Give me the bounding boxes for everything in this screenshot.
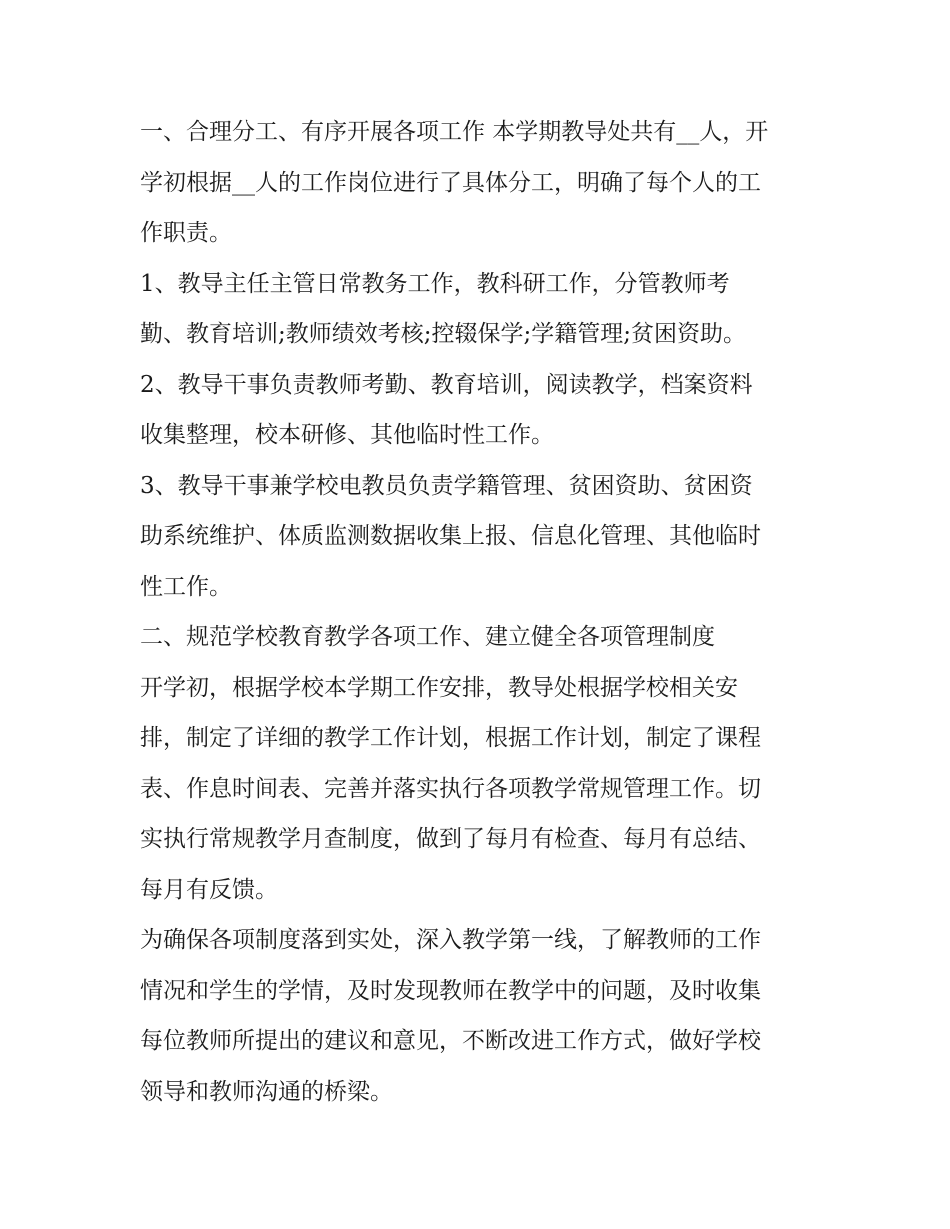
section-one-heading-paragraph: 一、合理分工、有序开展各项工作 本学期教导处共有__人，开 学初根据__人的工作岗位进行了具体分工，明确了每个人的工 作职责。: [140, 119, 769, 246]
item-3-paragraph: 3、教导干事兼学校电教员负责学籍管理、贫困资助、贫困资 助系统维护、体质监测数据收集上报、信息化管理、其他临时 性工作。: [140, 472, 761, 600]
item-1-paragraph: 1、教导主任主管日常教务工作，教科研工作，分管教师考 勤、教育培训;教师绩效考核;控辍保学;学籍管理;贫困资助。: [140, 270, 746, 347]
document-page: [140, 107, 820, 1117]
closing-paragraph: 为确保各项制度落到实处，深入教学第一线，了解教师的工作 情况和学生的学情，及时发现教师在教学中的问题，及时收集 每位教师所提出的建议和意见，不断改进工作方式，做好学校 领导和教师沟通的桥梁。: [140, 927, 761, 1105]
item-2-paragraph: 2、教导干事负责教师考勤、教育培训，阅读教学，档案资料 收集整理，校本研修、其他临时性工作。: [140, 371, 753, 448]
section-two-body-paragraph: 开学初，根据学校本学期工作安排，教导处根据学校相关安 排，制定了详细的教学工作计划，根据工作计划，制定了课程 表、作息时间表、完善并落实执行各项教学常规管理工作。切 实执行常规教学月查制度，做到了每月有检查、每月有总结、 每月有反馈。: [140, 674, 761, 903]
section-two-heading: 二、规范学校教育教学各项工作、建立健全各项管理制度: [140, 624, 715, 650]
